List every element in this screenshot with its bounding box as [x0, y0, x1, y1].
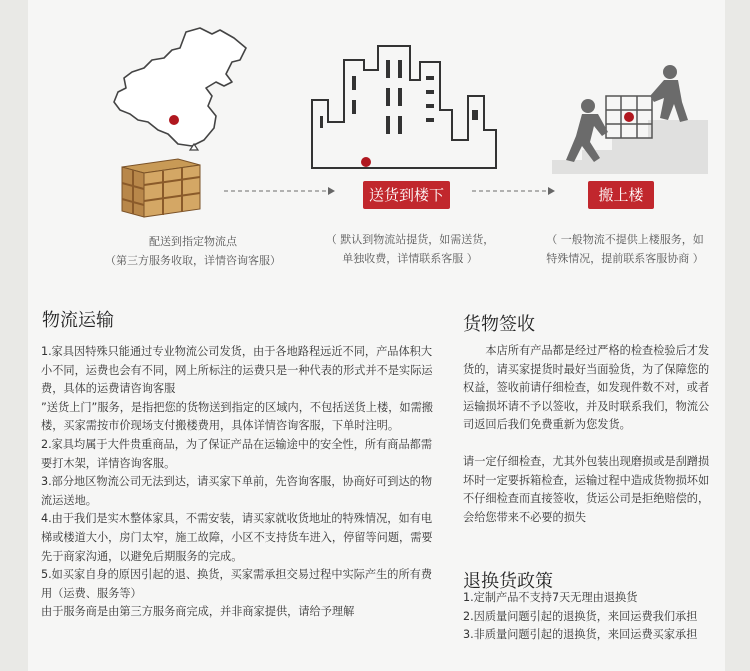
location-marker — [169, 115, 179, 125]
logistics-paragraph: 3.部分地区物流公司无法到达，请买家下单前，先咨询客服，协商好可到达的物流运送地。 — [41, 475, 433, 507]
china-map-icon — [108, 26, 258, 151]
arrow-right-icon — [224, 186, 336, 196]
returns-list — [463, 589, 721, 645]
location-marker — [624, 112, 634, 122]
receipt-paragraph: 本店所有产品都是经过严格的检查检验后才发货的，请买家提货时最好当面验货，为了保障您的权益，签收前请仔细检查，如发现件数不对，或者运输损坏请不予以签收，并及时联系我们，物流公司返回后我们免费重新为您发货。 — [463, 344, 710, 432]
logistics-paragraph: ”送货上门”服务，是指把您的货物送到指定的区域内，不包括送货上楼，如需搬楼，买家需按市价现场支付搬楼费用，具体详情咨询客服，下单时注明。 — [41, 400, 433, 433]
returns-title: 退换货政策 — [463, 571, 553, 592]
city-skyline-icon — [308, 40, 508, 182]
logistics-title: 物流运输 — [42, 310, 114, 331]
logistics-paragraph: 由于服务商是由第三方服务商完成，并非商家提供，请给予理解 — [41, 605, 355, 619]
logistics-paragraph: 2.家具均属于大件贵重商品，为了保证产品在运输途中的安全性，所有商品都需要打木架，详情咨询客服。 — [41, 437, 433, 470]
list-item: 1.定制产品不支持7天无理由退换货 — [463, 591, 638, 604]
wooden-crate-icon — [116, 155, 204, 221]
receipt-paragraph: 请一定仔细检查，尤其外包装出现磨损或是刮蹭损坏时一定要拆箱检查，运输过程中造成货物损坏如不仔细检查而直接签收，货运公司是拒绝赔偿的，会给您带来不必要的损失 — [463, 454, 710, 524]
list-item: 2.因质量问题引起的退换货，来回运费我们承担 — [463, 609, 698, 623]
delivery-downstairs-button[interactable]: 送货到楼下 — [363, 181, 450, 209]
logistics-paragraph: 5.如买家自身的原因引起的退、换货，买家需承担交易过程中实际产生的所有费用（运费、服务等） — [41, 568, 433, 600]
step3-caption: （ 一般物流不提供上楼服务，如 特殊情况，提前联系客服协商 ） — [546, 233, 704, 265]
step1-caption: 配送到指定物流点 （第三方服务收取，详情咨询客服） — [105, 235, 281, 267]
receipt-title: 货物签收 — [463, 314, 535, 335]
carry-upstairs-icon — [548, 62, 716, 178]
logistics-paragraph: 4.由于我们是实木整体家具，不需安装，请买家就收货地址的特殊情况，如有电梯或楼道大小，房门太窄，施工故障，小区不支持货车进入，停留等问题，需要先于商家沟通，以避免后期服务的完成。 — [41, 512, 433, 563]
step2-caption: （ 默认到物流站提货，如需送货， 单独收费，详情联系客服 ） — [325, 233, 495, 265]
arrow-right-icon — [472, 186, 556, 196]
location-marker — [361, 157, 371, 167]
list-item: 3.非质量问题引起的退换货，来回运费买家承担 — [463, 628, 698, 642]
logistics-paragraph: 1.家具因特殊只能通过专业物流公司发货，由于各地路程远近不同，产品体积大小不同，运费也会有不同，网上所标注的运费只是一种代表的形式并不是实际运费，具体的运费请咨询客服 — [41, 345, 433, 396]
receipt-text — [463, 342, 713, 527]
carry-upstairs-button[interactable]: 搬上楼 — [588, 181, 654, 209]
logistics-text — [41, 343, 443, 622]
